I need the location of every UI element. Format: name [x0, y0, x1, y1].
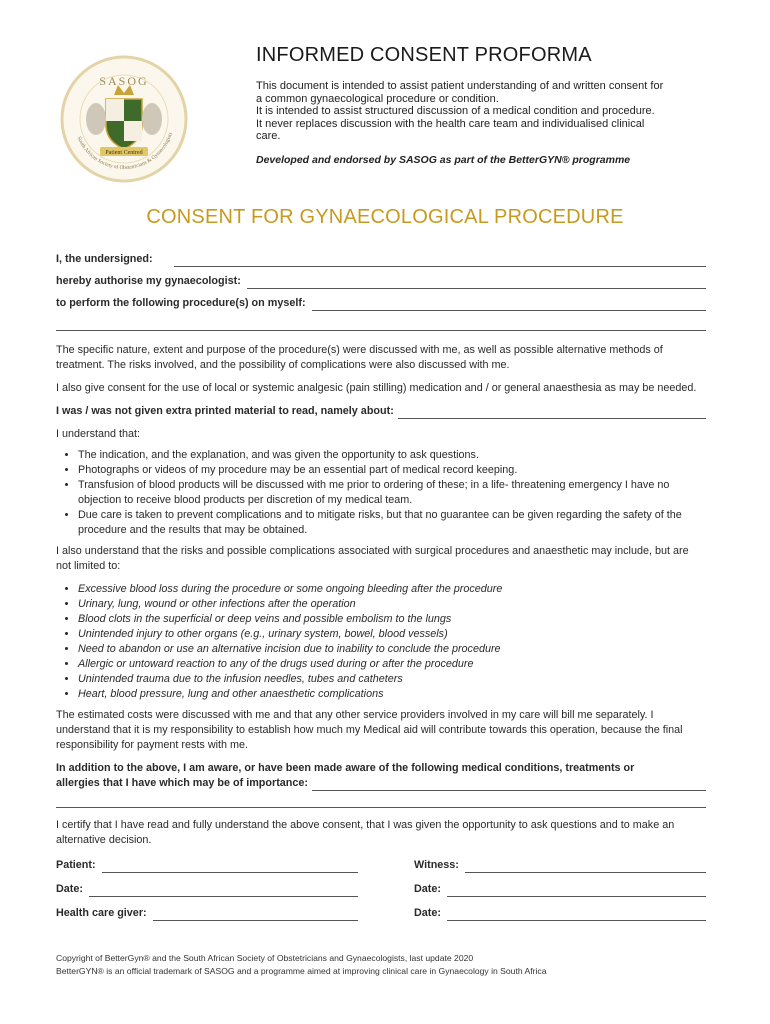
header-title: INFORMED CONSENT PROFORMA	[256, 44, 592, 66]
procedure-field[interactable]	[312, 299, 706, 311]
date-label: Date:	[414, 907, 441, 919]
date-right	[414, 882, 706, 897]
procedure-field-continued[interactable]	[56, 318, 706, 331]
understand-list	[56, 448, 706, 538]
authorise-row	[56, 274, 706, 289]
list-item: • Unintended trauma due to the infusion needles, tubes and catheters	[78, 672, 706, 687]
health-care-giver-label: Health care giver:	[56, 907, 147, 919]
certification-paragraph: I certify that I have read and fully understand the above consent, that I was given the opportunity to ask questions and to make an alternative decision.	[56, 819, 675, 846]
sasog-logo	[60, 55, 188, 183]
undersigned-label: I, the undersigned:	[56, 253, 153, 265]
patient-field[interactable]	[102, 861, 358, 873]
discussion-paragraph: The specific nature, extent and purpose of the procedure(s) were discussed with me, as well as possible alternative methods of treatment. The risks involved, and the possibility of complications were also discussed with me.	[56, 344, 663, 371]
procedure-row	[56, 296, 706, 311]
logo-motto: Patient Centred	[105, 150, 143, 156]
list-item: • Blood clots in the superficial or deep veins and possible embolism to the lungs	[78, 612, 706, 627]
authorise-label: hereby authorise my gynaecologist:	[56, 275, 241, 287]
date-label: Date:	[414, 883, 441, 895]
list-item: • Need to abandon or use an alternative incision due to inability to conclude the procedure	[78, 642, 706, 657]
list-item: • Urinary, lung, wound or other infections after the operation	[78, 597, 706, 612]
list-item: • The indication, and the explanation, and was given the opportunity to ask questions.	[78, 448, 706, 463]
costs-paragraph: The estimated costs were discussed with me and that any other service providers involved in my care will bill me separately. I understand that it is my responsibility to establish how much my Medical aid will contribute towards this operation, because the final responsibility for payment rests with me.	[56, 709, 683, 751]
patient-signature	[56, 858, 358, 873]
allergies-label: allergies that I have which may be of importance:	[56, 777, 308, 789]
allergies-row	[56, 776, 706, 791]
logo-top-text: SASOG	[99, 74, 149, 88]
header-desc-line: It never replaces discussion with the health care team and individualised clinical	[256, 117, 645, 130]
trademark-line: BetterGYN® is an official trademark of SASOG and a programme aimed at improving clinical care in Gynaecology in South Africa	[56, 966, 547, 976]
list-item: • Allergic or untoward reaction to any of the drugs used during or after the procedure	[78, 657, 706, 672]
signature-row-2	[56, 882, 706, 897]
date-field[interactable]	[447, 885, 706, 897]
date-label: Date:	[56, 883, 83, 895]
header-desc-line: care.	[256, 130, 281, 142]
header-description	[256, 80, 726, 143]
header-desc-line: a common gynaecological procedure or condition.	[256, 92, 499, 105]
date-right-2	[414, 906, 706, 921]
header-desc-line: This document is intended to assist patient understanding of and written consent for	[256, 80, 664, 92]
witness-signature	[414, 858, 706, 873]
patient-label: Patient:	[56, 859, 96, 871]
witness-label: Witness:	[414, 859, 459, 871]
risks-paragraph: I also understand that the risks and possible complications associated with surgical procedures and anaesthetic may include, but are not limited to:	[56, 545, 689, 572]
list-item: • Heart, blood pressure, lung and other anaesthetic complications	[78, 687, 706, 702]
list-item: • Photographs or videos of my procedure may be an essential part of medical record keeping.	[78, 463, 706, 478]
printed-material-field[interactable]	[398, 407, 706, 419]
undersigned-row	[56, 252, 706, 267]
allergies-field-continued[interactable]	[56, 795, 706, 808]
date-field[interactable]	[447, 909, 706, 921]
health-care-giver-field[interactable]	[153, 909, 358, 921]
copyright-line: Copyright of BetterGyn® and the South African Society of Obstetricians and Gynaecologists, last update 2020	[56, 953, 474, 963]
logo-ring-text: South African Society of Obstetricians & Gynaecologists	[75, 131, 174, 172]
date-left	[56, 882, 358, 897]
list-item: • Unintended injury to other organs (e.g., urinary system, bowel, blood vessels)	[78, 627, 706, 642]
consent-title: CONSENT FOR GYNAECOLOGICAL PROCEDURE	[146, 206, 624, 228]
printed-material-label: I was / was not given extra printed material to read, namely about:	[56, 405, 394, 417]
list-item: • Due care is taken to prevent complications and to mitigate risks, but that no guarantee can be given regarding the safety of the procedure and the results that may be obtained.	[78, 508, 706, 538]
health-care-giver-signature	[56, 906, 358, 921]
procedure-label: to perform the following procedure(s) on myself:	[56, 297, 306, 309]
signature-row-1	[56, 858, 706, 873]
allergies-field[interactable]	[312, 779, 706, 791]
header-desc-line: It is intended to assist structured discussion of a medical condition and procedure.	[256, 105, 655, 117]
understand-heading: I understand that:	[56, 428, 141, 440]
gynaecologist-field[interactable]	[247, 277, 706, 289]
witness-field[interactable]	[465, 861, 706, 873]
risks-list	[56, 582, 706, 702]
list-item: • Excessive blood loss during the procedure or some ongoing bleeding after the procedure	[78, 582, 706, 597]
analgesia-paragraph: I also give consent for the use of local or systemic analgesic (pain stilling) medication and / or general anaesthesia as may be needed.	[56, 382, 697, 394]
conditions-label: In addition to the above, I am aware, or have been made aware of the following medical conditions, treatments or	[56, 762, 635, 774]
endorsement-note: Developed and endorsed by SASOG as part of the BetterGYN® programme	[256, 154, 631, 166]
printed-material-row	[56, 404, 706, 419]
consent-form	[56, 252, 706, 930]
footer	[56, 952, 547, 978]
date-field[interactable]	[89, 885, 358, 897]
undersigned-field[interactable]	[174, 255, 706, 267]
list-item: • Transfusion of blood products will be discussed with me prior to ordering of these; in a life- threatening emergency I have no objection to receive blood products per discretion of my medical team.	[78, 478, 706, 508]
signature-row-3	[56, 906, 706, 921]
